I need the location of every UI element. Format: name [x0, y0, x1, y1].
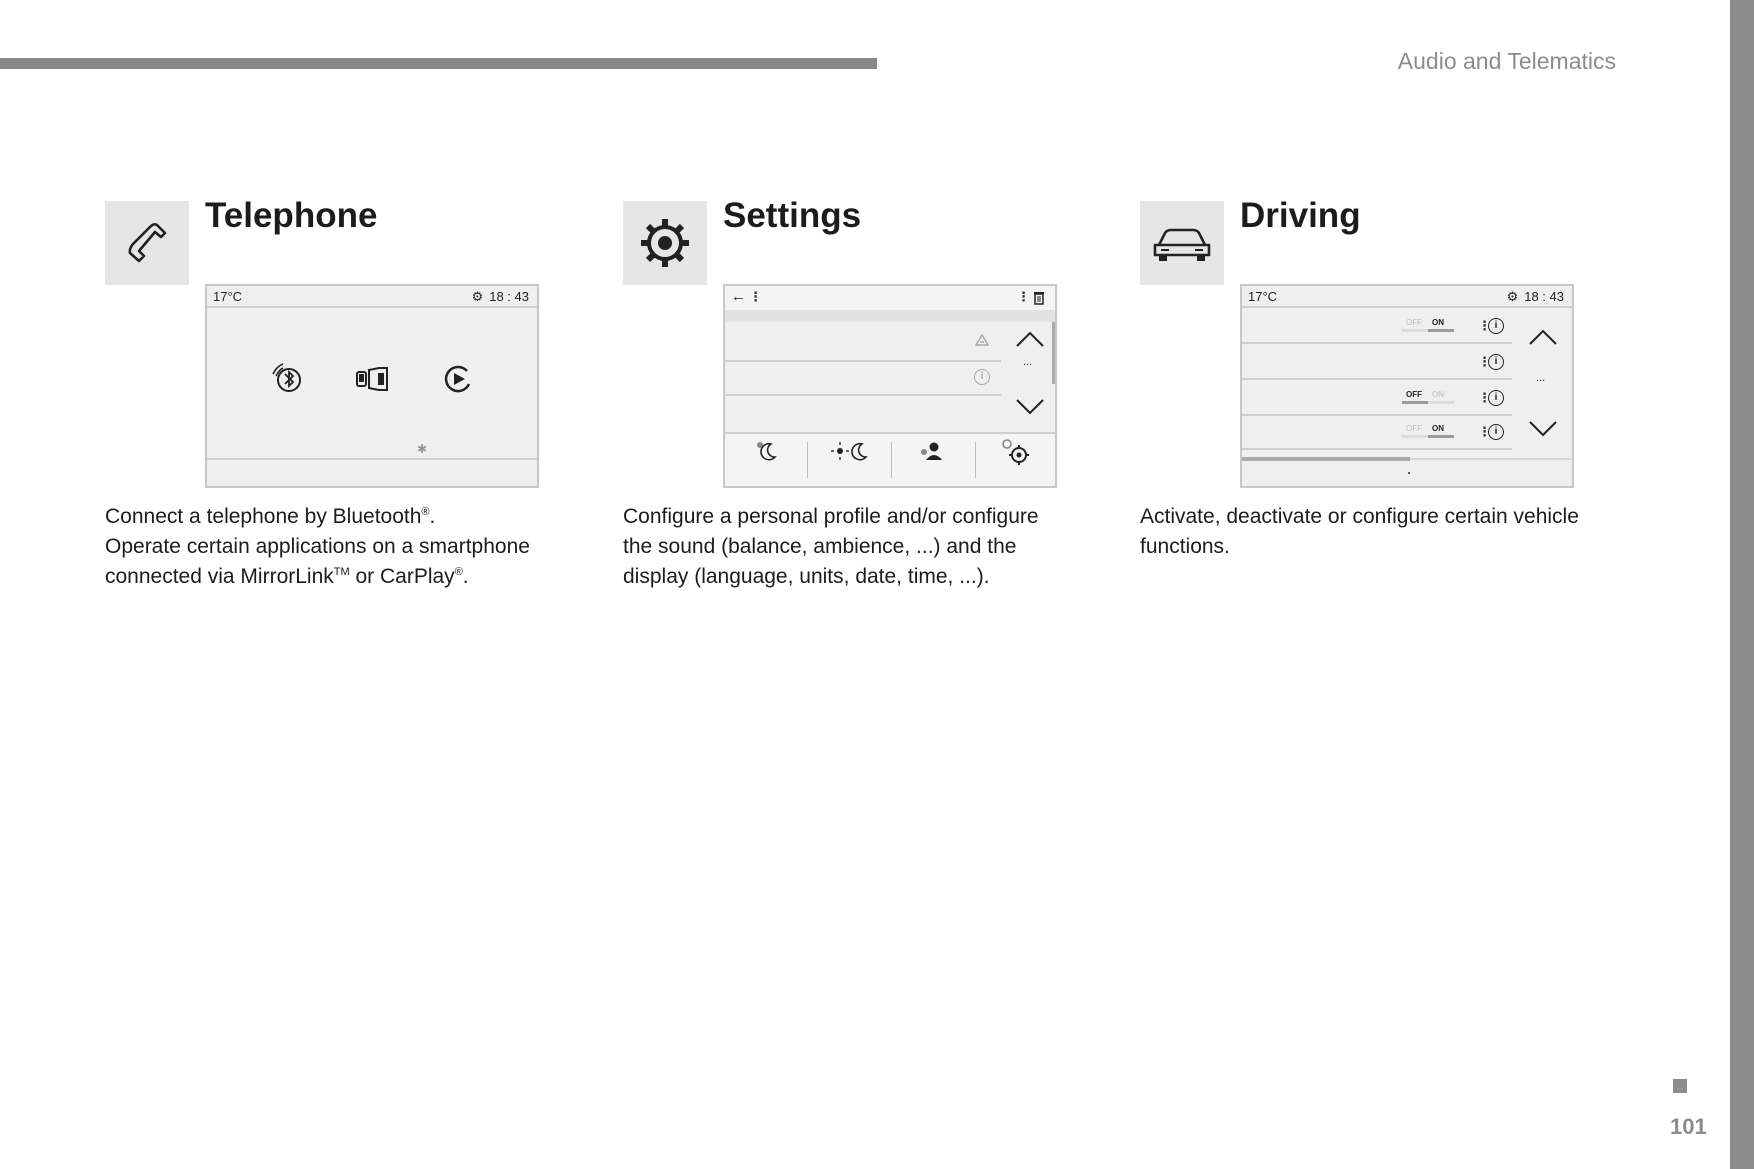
telephone-description: [105, 502, 585, 592]
list-item[interactable]: [725, 322, 1001, 360]
tab-day-night-mode[interactable]: [831, 440, 871, 462]
row-options-icon[interactable]: ⋮: [1478, 390, 1491, 405]
scroll-down-button[interactable]: [1528, 420, 1558, 438]
time-value: 18 : 43: [489, 289, 529, 304]
more-indicator: ...: [1023, 356, 1033, 368]
desc-text: display (language, units, date, time, ...).: [623, 565, 990, 588]
telephone-screen: [205, 284, 539, 488]
row-options-icon[interactable]: ⋮: [1478, 424, 1491, 439]
function-row[interactable]: [1242, 344, 1512, 378]
desc-text: Configure a personal profile and/or configure: [623, 505, 1039, 528]
list-item[interactable]: [725, 396, 1001, 428]
gear-small-icon: ⚙: [471, 289, 484, 304]
page-number: 101: [1670, 1114, 1707, 1139]
off-label: OFF: [1406, 390, 1422, 399]
scroll-up-button[interactable]: [1015, 330, 1045, 348]
settings-icon-box[interactable]: [623, 201, 707, 285]
row-options-icon[interactable]: ⋮: [1478, 354, 1491, 369]
settings-title: Settings: [723, 196, 862, 235]
warning-triangle-icon: [975, 334, 989, 346]
temperature-readout: 17°C: [1248, 289, 1278, 304]
tab-separator: [891, 442, 892, 478]
clock-readout: [472, 289, 529, 305]
driving-screen: [1240, 284, 1574, 488]
telephone-title: Telephone: [205, 196, 378, 235]
page-dot: [1408, 472, 1410, 474]
status-bar: [207, 286, 537, 308]
desc-text: Connect a telephone by Bluetooth: [105, 505, 422, 528]
scrollbar[interactable]: [1052, 322, 1056, 384]
settings-description: [623, 502, 1103, 592]
info-icon[interactable]: i: [1488, 424, 1504, 440]
desc-text: or CarPlay: [349, 565, 455, 588]
function-row[interactable]: [1242, 416, 1512, 448]
list-item[interactable]: [725, 362, 1001, 394]
info-icon[interactable]: i: [1488, 354, 1504, 370]
desc-text: Activate, deactivate or configure certain vehicle: [1140, 505, 1579, 528]
clock-readout: [1507, 289, 1564, 305]
on-label: ON: [1432, 424, 1444, 433]
bluetooth-status-icon: ✱: [417, 442, 428, 456]
driving-icon-box[interactable]: [1140, 201, 1224, 285]
on-label: ON: [1432, 390, 1444, 399]
tab-night-mode[interactable]: [755, 440, 779, 462]
driving-description: [1140, 502, 1620, 562]
bottom-divider: [207, 458, 537, 460]
desc-text: Operate certain applications on a smartphone: [105, 535, 530, 558]
row-options-icon[interactable]: ⋮: [1478, 318, 1491, 333]
temperature-readout: 17°C: [213, 289, 243, 304]
on-label: ON: [1432, 318, 1444, 327]
header-rule: [0, 58, 877, 69]
desc-text: connected via MirrorLink: [105, 565, 334, 588]
mirrorlink-button[interactable]: [355, 364, 389, 394]
settings-toolbar: [725, 286, 1055, 311]
info-icon[interactable]: i: [1488, 390, 1504, 406]
car-icon: [1153, 223, 1211, 263]
time-value: 18 : 43: [1524, 289, 1564, 304]
tab-user-profile[interactable]: [919, 440, 945, 462]
registered-mark: ®: [454, 566, 463, 578]
function-row[interactable]: [1242, 380, 1512, 414]
tab-separator: [975, 442, 976, 478]
page-indicator-active: [1242, 457, 1410, 461]
gear-icon: [639, 217, 691, 269]
options-menu-icon[interactable]: ⋮: [1017, 289, 1030, 304]
bluetooth-connect-button[interactable]: [269, 360, 305, 396]
list-header-band: [725, 310, 1055, 322]
tab-advanced-settings[interactable]: [1001, 438, 1031, 466]
off-label: OFF: [1406, 318, 1422, 327]
tab-separator: [807, 442, 808, 478]
carplay-button[interactable]: [441, 362, 475, 396]
scroll-up-button[interactable]: [1528, 328, 1558, 346]
phone-handset-icon: [123, 219, 171, 267]
chapter-title: Audio and Telematics: [1397, 48, 1616, 74]
page-marker: [1673, 1079, 1687, 1093]
page-edge-tab: [1730, 0, 1754, 1169]
registered-mark: ®: [421, 506, 430, 518]
off-label: OFF: [1406, 424, 1422, 433]
on-off-toggle[interactable]: [1402, 318, 1454, 334]
desc-text: .: [429, 505, 436, 528]
desc-text: .: [462, 565, 469, 588]
desc-text: functions.: [1140, 535, 1230, 558]
back-options-icon[interactable]: ⋮: [749, 289, 762, 304]
function-row[interactable]: [1242, 310, 1512, 342]
trash-icon[interactable]: [1033, 291, 1045, 305]
driving-title: Driving: [1240, 196, 1361, 235]
gear-small-icon: ⚙: [1506, 289, 1519, 304]
on-off-toggle[interactable]: [1402, 390, 1454, 406]
on-off-toggle[interactable]: [1402, 424, 1454, 440]
back-arrow-icon[interactable]: ←: [731, 288, 746, 305]
more-indicator: ...: [1536, 372, 1546, 384]
status-bar: [1242, 286, 1572, 308]
trademark-mark: TM: [333, 566, 350, 578]
telephone-icon-box[interactable]: [105, 201, 189, 285]
scroll-down-button[interactable]: [1015, 398, 1045, 416]
settings-screen: [723, 284, 1057, 488]
row-divider: [1242, 448, 1512, 450]
info-icon[interactable]: i: [1488, 318, 1504, 334]
desc-text: the sound (balance, ambience, ...) and the: [623, 535, 1017, 558]
info-icon[interactable]: i: [974, 369, 990, 385]
